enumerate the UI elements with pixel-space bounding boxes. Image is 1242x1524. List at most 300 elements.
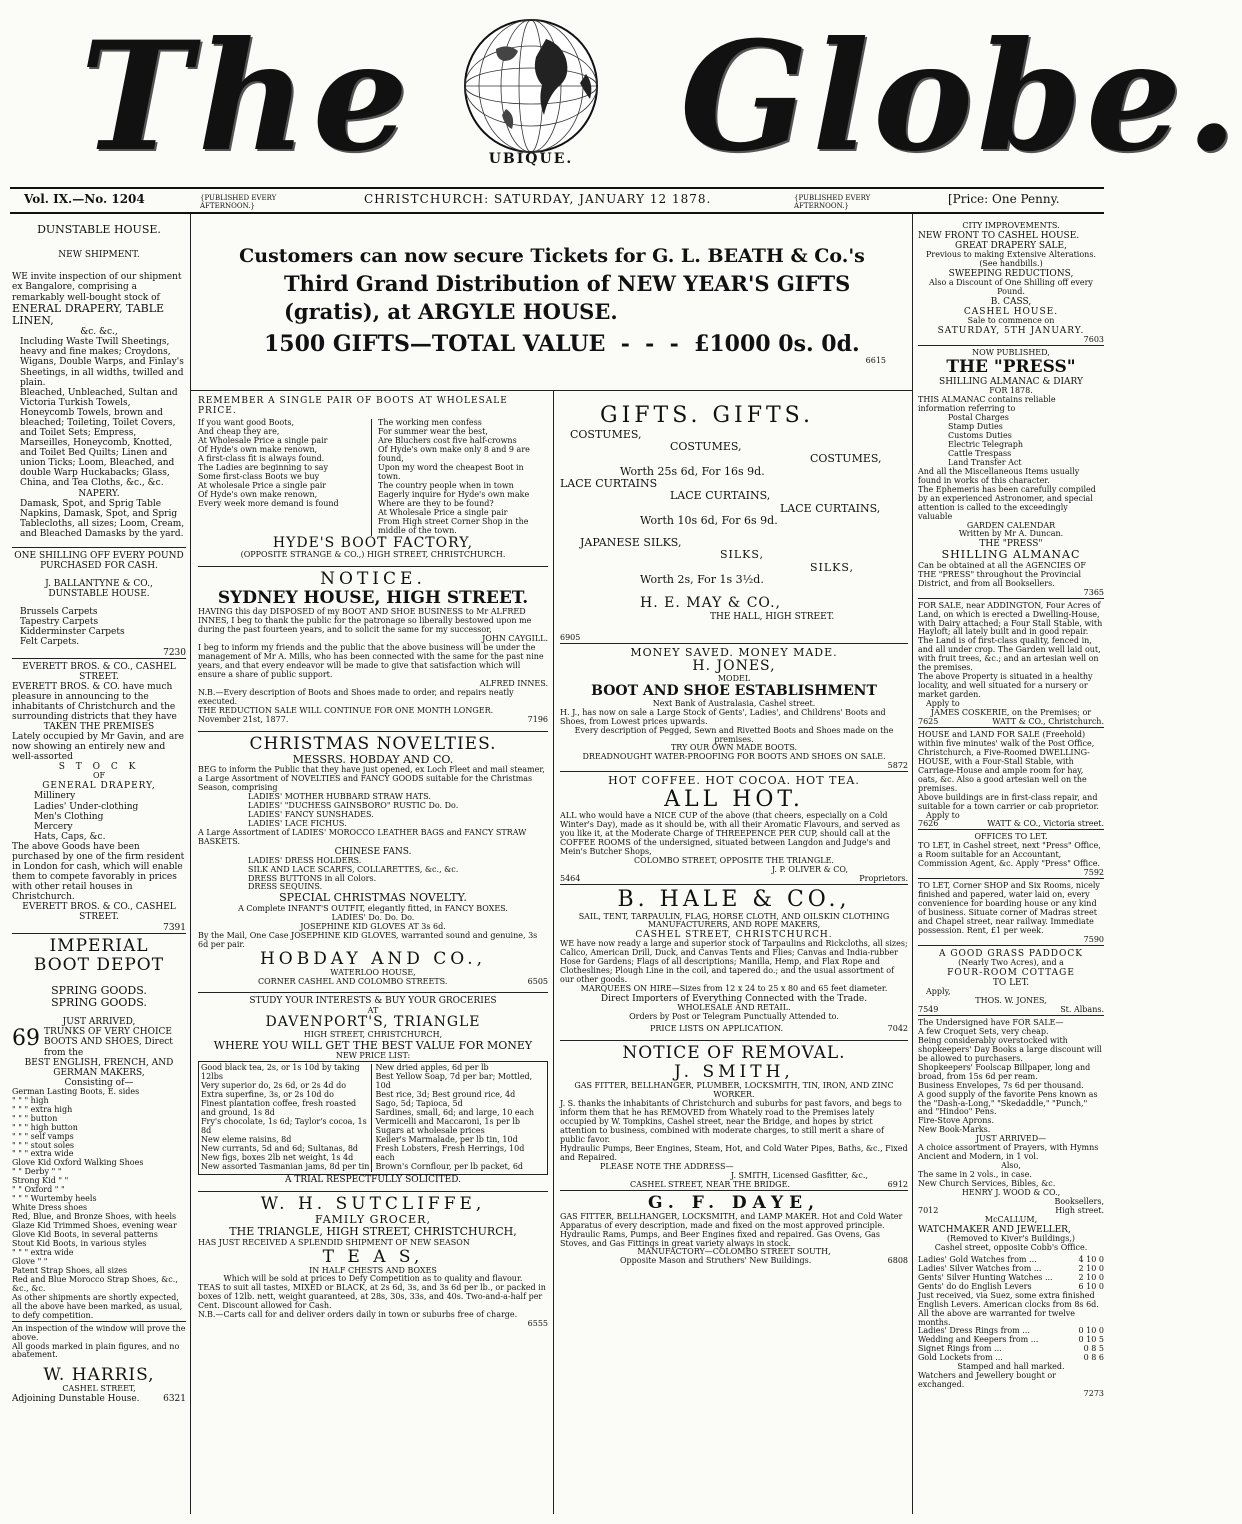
gifts-worth-2: Worth 10s 6d, For 6s 9d. xyxy=(640,513,778,527)
boot-item: " " Derby " " xyxy=(12,1167,62,1177)
boot-item: " " " stout soles xyxy=(12,1140,75,1150)
poem-line: At Wholesale Price a single pair xyxy=(198,436,328,446)
boot-item: German Lasting Boots, E. sides xyxy=(12,1086,140,1096)
pens: A good supply of the favorite Pens known as the "Dash-a-Long," "Skedaddle," "Punch," and "Hindoo" Pens. xyxy=(918,1089,1098,1117)
sutcliffe-chests: IN HALF CHESTS AND BOXES xyxy=(309,1265,437,1275)
poem-line: Of Hyde's own make renown, xyxy=(198,445,318,455)
price: [Price: One Penny. xyxy=(948,192,1060,206)
harris-street: CASHEL STREET, xyxy=(62,1384,136,1394)
aprons: Fire-Stove Aprons. xyxy=(918,1116,995,1126)
everett-sign: EVERETT BROS. & CO., CASHEL STREET. xyxy=(22,902,176,923)
hot-colombo: COLOMBO STREET, OPPOSITE THE TRIANGLE. xyxy=(634,856,834,866)
notice-date: November 21st, 1877. xyxy=(198,714,289,724)
ring-item: Gold Lockets from ... xyxy=(918,1353,1003,1363)
press-misc: And all the Miscellaneous Items usually found in works of this character. xyxy=(918,466,1080,485)
hyde-poem-left xyxy=(198,419,372,535)
ad-number: 7626 xyxy=(918,819,939,829)
price-list-title: NEW PRICE LIST: xyxy=(335,1051,411,1061)
silk-line: SILKS, xyxy=(810,560,855,574)
watch-item: Gents' do do English Levers xyxy=(918,1281,1032,1291)
xmas-ladies: LADIES' Do. Do. Do. xyxy=(331,912,415,922)
great-sale: GREAT DRAPERY SALE, xyxy=(955,241,1067,252)
hale-body: WE have now ready a large and superior stock of Tarpaulins and Rickcloths, all sizes; Calico, American Drill, Duck, and Canvas Tents and Flies; Canvas and India-rubber Hose for Gardens; Flags of all descriptions; Manilla, Hemp, and Flax Rope and Clotheslines; Plough Line in the coil, and tapered do.; and the usual assortment of our other goods. xyxy=(560,939,908,985)
jones-try: TRY OUR OWN MADE BOOTS. xyxy=(670,743,798,753)
also: Also, xyxy=(1001,1161,1021,1171)
hale-footer xyxy=(560,1025,908,1034)
beath-line-1: Customers can now secure Tickets for G. L. BEATH & Co.'s xyxy=(239,245,865,267)
removal-title: NOTICE OF REMOVAL. xyxy=(560,1040,908,1063)
grass-paddock: A GOOD GRASS PADDOCK xyxy=(918,945,1104,959)
hale-direct: Direct Importers of Everything Connected with the Trade. xyxy=(600,994,868,1005)
envelopes: Business Envelopes, 7s 6d per thousand. xyxy=(918,1080,1084,1090)
smith-body: J. S. thanks the inhabitants of Christchurch and suburbs for past favors, and begs to inform them that he has REMOVED from Whately road to the Premises lately occupied by W. Tompkins, Cashel street, near the Bridge, and hopes by strict attention to business, combined with moderate charges, to still merit a share of public favor. xyxy=(560,1099,902,1144)
xmas-infant: A Complete INFANT'S OUTFIT, elegantly fitted, in FANCY BOXES. xyxy=(238,903,508,913)
new-front: NEW FRONT TO CASHEL HOUSE. xyxy=(918,230,1080,241)
invite-text: WE invite inspection of our shipment ex Bangalore, comprising a remarkably well-bought stock of xyxy=(12,272,182,303)
watch-item: Ladies' Gold Watches from ... xyxy=(918,1254,1037,1264)
dateline xyxy=(24,193,1104,209)
watt-footer-2 xyxy=(918,820,1104,829)
ring-item: Ladies' Dress Rings from ... xyxy=(918,1326,1030,1336)
booksellers: Booksellers, xyxy=(1054,1196,1104,1206)
mccallum: McCALLUM, xyxy=(984,1214,1038,1224)
plain-figures-text: All goods marked in plain figures, and no abatement. xyxy=(12,1341,180,1360)
masthead-motto: UBIQUE. xyxy=(488,151,574,167)
press-title: THE "PRESS" xyxy=(946,357,1076,378)
sutcliffe-address: THE TRIANGLE, HIGH STREET, CHRISTCHURCH, xyxy=(229,1225,517,1239)
drapery-item: Hats, Caps, &c. xyxy=(34,831,106,842)
ad-number: 7273 xyxy=(1083,1389,1104,1399)
croquet: A few Croquet Sets, very cheap. xyxy=(918,1026,1049,1036)
daye-footer xyxy=(560,1257,908,1266)
boot-item: " " " Wurtemby heels xyxy=(12,1194,97,1204)
price-list-left xyxy=(201,1064,372,1171)
price-item: Best rice, 3d; Best ground rice, 4d xyxy=(375,1090,516,1100)
xmas-item: DRESS BUTTONS in all Colors. xyxy=(248,873,377,883)
boot-item: " " " extra wide xyxy=(12,1247,74,1257)
sutcliffe-teas: T E A S, xyxy=(322,1246,424,1267)
discount: Also a Discount of One Shilling off every Pound. xyxy=(929,278,1093,297)
boot-item: " " " extra wide xyxy=(12,1149,74,1159)
waterloo: WATERLOO HOUSE, xyxy=(330,967,416,977)
overstocked: Being considerably overstocked with shopkeepers' Day Books a large discount will be allowed to purchasers. xyxy=(918,1035,1102,1063)
watch-price: 2 10 0 xyxy=(1078,1263,1104,1273)
to-let-1: TO LET, in Cashel street, next "Press" Office, a Room suitable for an Accountant, Commission Agent, &c. Apply "Press" Office. xyxy=(918,841,1101,869)
previous-text: Previous to making Extensive Alterations. (See handbills.) xyxy=(926,250,1096,269)
boot-item: " " " high button xyxy=(12,1122,78,1132)
price-item: Keiler's Marmalade, per lb tin, 10d xyxy=(375,1135,518,1144)
dunstable-house-2: DUNSTABLE HOUSE. xyxy=(48,589,150,600)
xmas-kid: JOSEPHINE KID GLOVES AT 3s 6d. xyxy=(300,921,446,931)
ref-item: Land Transfer Act xyxy=(948,457,1022,467)
poem-line: Where are they to be found? xyxy=(378,498,494,508)
poem-line: Are Bluchers cost five half-crowns xyxy=(378,436,517,446)
jones-dread: DREADNOUGHT WATER-PROOFING FOR BOOTS AND SHOES ON SALE. xyxy=(582,752,886,762)
xmas-title: CHRISTMAS NOVELTIES. xyxy=(198,731,548,754)
ad-number: 7549 xyxy=(918,1004,939,1014)
paddock-acres: (Nearly Two Acres), and a xyxy=(958,957,1064,967)
general-drapery-line: ENERAL DRAPERY, TABLE LINEN, xyxy=(12,301,165,327)
press-almanac: SHILLING ALMANAC & DIARY xyxy=(939,377,1083,388)
ad-number: 7365 xyxy=(1083,587,1104,597)
now-published: NOW PUBLISHED, xyxy=(918,345,1104,358)
lately-text: Lately occupied by Mr Gavin, and are now showing an entirely new and well-assorted xyxy=(12,732,184,763)
ring-item: Wedding and Keepers from ... xyxy=(918,1335,1039,1345)
trunks-number: 69 xyxy=(12,1026,40,1052)
watch-item: Ladies' Silver Watches from ... xyxy=(918,1263,1042,1273)
general-drapery-heading: GENERAL DRAPERY, xyxy=(42,781,156,792)
watch-price: 2 10 0 xyxy=(1078,1272,1104,1282)
ad-number: 6615 xyxy=(865,356,886,365)
consisting: Consisting of— xyxy=(64,1077,134,1088)
price-item: Very superior do, 2s 6d, or 2s 4d do xyxy=(201,1081,347,1091)
boot-item: Red and Blue Morocco Strap Shoes, &c., &c., &c. xyxy=(12,1274,178,1293)
ad-number: 7391 xyxy=(163,922,186,933)
hyde-address: (OPPOSITE STRANGE & CO.,) HIGH STREET, CHRISTCHURCH. xyxy=(240,550,506,560)
price-item: New assorted Tasmanian jams, 8d per tin xyxy=(201,1161,370,1171)
silk-line: SILKS, xyxy=(720,548,765,562)
hyde-poem xyxy=(198,419,548,535)
column-5 xyxy=(918,222,1104,1514)
boot-item: Glove " " xyxy=(12,1256,48,1266)
prayers: A choice assortment of Prayers, with Hymns Ancient and Modern, in 1 vol. xyxy=(918,1143,1099,1162)
price-item: Sago, 5d; Tapioca, 5d xyxy=(375,1099,463,1109)
sale-commence: Sale to commence on xyxy=(967,316,1055,326)
xmas-morocco: A Large Assortment of LADIES' MOROCCO LEATHER BAGS and FANCY STRAW BASKETS. xyxy=(198,827,527,846)
jones-next: Next Bank of Australasia, Cashel street. xyxy=(652,698,816,708)
ad-number: 6905 xyxy=(560,633,581,643)
boot-item: " " " high xyxy=(12,1095,49,1105)
boot-item: White Dress shoes xyxy=(12,1203,88,1213)
xmas-mail: By the Mail, One Case JOSEPHINE KID GLOVES, warranted sound and genuine, 3s 6d per pair. xyxy=(198,930,538,949)
xmas-list-1 xyxy=(198,793,548,829)
masthead xyxy=(0,9,1242,187)
removed: (Removed to Kiver's Buildings,) xyxy=(946,1233,1076,1243)
costume-line: COSTUMES, xyxy=(570,427,642,441)
xmas-item: LADIES' FANCY SUNSHADES. xyxy=(248,809,374,819)
price-item: Fry's chocolate, 1s 6d; Taylor's cocoa, 1s 8d xyxy=(201,1117,367,1136)
hyde-head: REMEMBER A SINGLE PAIR OF BOOTS AT WHOLESALE PRICE. xyxy=(198,396,508,417)
ad-number: 6808 xyxy=(887,1256,908,1266)
addington-land: The Land is of first-class quality, fenced in, and all under crop. The Garden well laid out, with fruit trees, &c.; and an artesian well on the premises. xyxy=(918,636,1101,673)
napery-heading: NAPERY. xyxy=(78,488,120,499)
price-item: Brown's Cornflour, per lb packet, 6d xyxy=(375,1161,524,1171)
carpet-item: Tapestry Carpets xyxy=(20,617,99,628)
carpet-item: Felt Carpets. xyxy=(20,637,80,648)
boot-list xyxy=(12,1088,186,1294)
davenport-where: WHERE YOU WILL GET THE BEST VALUE FOR MONEY xyxy=(213,1039,533,1053)
drapery-item: Men's Clothing xyxy=(34,811,104,822)
stamped: Stamped and hall marked. xyxy=(957,1362,1065,1372)
smith-name: J. SMITH, xyxy=(674,1062,794,1083)
shipments-text: As other shipments are shortly expected, all the above have been marked, as usual, to defy competition. xyxy=(12,1292,183,1320)
harris-footer xyxy=(12,1394,186,1404)
xmas-item: LADIES' "DUCHESS GAINSBORO" RUSTIC Do. Do. xyxy=(248,800,459,810)
same-vols: The same in 2 vols., in case. xyxy=(918,1170,1032,1180)
drapery-item: Millinery xyxy=(34,791,76,802)
price-item: Good black tea, 2s, or 1s 10d by taking 12lbs xyxy=(201,1063,360,1082)
ref-item: Customs Duties xyxy=(948,430,1012,440)
poem-line: Of Hyde's own make renown, xyxy=(198,489,318,499)
bleached-text: Bleached, Unbleached, Sultan and Victoria Turkish Towels, Honeycomb Towels, brown and bleached; Toileting, Toilet Covers, and Toilet Sets; Empress, Marseilles, Honeycomb, Knotted, and Toilet Bed Quilts; Linen and union Ticks; Loom, Bleached, and double Warp Huckabacks; Glass, China, and Tea Cloths, &c., &c. xyxy=(20,387,178,489)
press-ephemeris: The Ephemeris has been carefully compiled by an experienced Astronomer, and special attention is called to the exceedingly valuable xyxy=(918,484,1096,521)
cass-name: B. CASS, xyxy=(990,297,1032,307)
press-refs xyxy=(918,414,1104,468)
albans-footer xyxy=(918,1006,1104,1015)
ring-price: 0 10 5 xyxy=(1078,1335,1104,1345)
xmas-item: LADIES' DRESS HOLDERS. xyxy=(248,855,362,865)
jones-model: MODEL xyxy=(717,674,751,684)
hale-trade: SAIL, TENT, TARPAULIN, FLAG, HORSE CLOTH, AND OILSKIN CLOTHING MANUFACTURERS, AND ROPE MAKERS, xyxy=(578,911,890,930)
price-item: Fresh Lobsters, Fresh Herrings, 10d each xyxy=(375,1143,525,1162)
undersigned: The Undersigned have FOR SALE— xyxy=(918,1015,1104,1028)
price-item: Vermicelli and Maccaroni, 1s per lb xyxy=(375,1117,521,1127)
notice-footer xyxy=(198,716,548,725)
everett-head: EVERETT BROS. & CO., CASHEL STREET. xyxy=(12,658,186,682)
price-item: Best Yellow Soap, 7d per bar; Mottled, 10d xyxy=(375,1072,533,1091)
smith-please: PLEASE NOTE THE ADDRESS— xyxy=(600,1161,734,1171)
etc-line: &c. &c., xyxy=(80,327,118,338)
gifts-title: GIFTS. GIFTS. xyxy=(600,403,814,428)
boot-item: Stout Kid Boots, in various styles xyxy=(12,1239,147,1249)
poem-line: The country people when in town xyxy=(378,480,514,490)
hale-street: CASHEL STREET, CHRISTCHURCH. xyxy=(635,930,833,941)
notice-title: NOTICE. xyxy=(198,566,548,589)
city-improvements: CITY IMPROVEMENTS. xyxy=(962,221,1060,230)
hot-head: HOT COFFEE. HOT COCOA. HOT TEA. xyxy=(560,771,908,787)
masthead-title-left: The xyxy=(80,9,415,185)
bookmarks: New Book-Marks. xyxy=(918,1125,991,1135)
hot-body: ALL who would have a NICE CUP of the above (that cheers, especially on a Cold Winter's Day), made as it should be, with all their Aromatic Flavours, and served as you like it, at the Moderate Charge of THREEPENCE PER CUP, should call at the COFFEE ROOMS of the undersigned, situated between Langdon and Judge's and Mein's Butcher Shops, xyxy=(560,811,900,857)
ad-number: 7625 xyxy=(918,717,939,726)
published-left: {PUBLISHED EVERY AFTERNOON.} xyxy=(200,194,277,210)
beath-line-2: Third Grand Distribution of NEW YEAR'S GIFTS xyxy=(284,271,851,296)
just-arrived-5: JUST ARRIVED— xyxy=(975,1134,1047,1144)
ring-price: 0 8 6 xyxy=(1083,1353,1104,1363)
davenport-study: STUDY YOUR INTERESTS & BUY YOUR GROCERIES xyxy=(198,992,548,1006)
boot-item: " " " self vamps xyxy=(12,1131,74,1141)
column-3 xyxy=(560,404,908,1514)
xmas-item: LADIES' MOTHER HUBBARD STRAW HATS. xyxy=(248,791,431,801)
inspection-text: An inspection of the window will prove the above. xyxy=(12,1321,186,1343)
just-arrived: JUST ARRIVED, xyxy=(62,1017,136,1028)
ad-number: 7230 xyxy=(163,647,186,658)
boot-depot-heading: BOOT DEPOT xyxy=(33,954,165,975)
spring-goods-1: SPRING GOODS. xyxy=(51,983,147,997)
trunks-text: TRUNKS OF VERY CHOICE BOOTS AND SHOES, Direct from the xyxy=(44,1027,173,1058)
ad-number: 7196 xyxy=(527,714,548,724)
imperial-heading: IMPERIAL xyxy=(12,933,186,956)
poem-line: At wholesale Price a single pair xyxy=(198,480,327,490)
to-let-3: TO LET. xyxy=(992,977,1030,988)
press-this: THIS ALMANAC contains reliable information referring to xyxy=(918,395,1056,414)
xmas-body: BEG to inform the Public that they have just opened, ex Loch Fleet and mail steamer, a Large Assortment of NOVELTIES and FANCY GOODS suitable for the Christmas Season, comprising xyxy=(198,764,545,792)
price-item: Extra superfine, 3s, or 2s 10d do xyxy=(201,1090,334,1100)
notice-body: HAVING this day DISPOSED of my BOOT AND SHOE BUSINESS to Mr ALFRED INNES, I beg to thank the public for the patronage so liberally bestowed upon me during the past fourteen years, and to solicit the same for my successor, xyxy=(198,607,532,635)
new-shipment: NEW SHIPMENT. xyxy=(58,250,140,261)
oliver: J. P. OLIVER & CO, xyxy=(771,864,848,874)
sutcliffe-nb: N.B.—Carts call for and deliver orders daily in town or suburbs free of charge. xyxy=(198,1310,518,1320)
price-item: New dried apples, 6d per lb xyxy=(375,1063,489,1073)
poem-line: The Ladies are beginning to say xyxy=(198,462,328,472)
carpet-item: Brussels Carpets xyxy=(20,607,98,618)
ad-number: 7012 xyxy=(918,1205,939,1215)
watch-prices xyxy=(918,1256,1104,1292)
jones-saved: MONEY SAVED. MONEY MADE. xyxy=(560,643,908,659)
column-2 xyxy=(198,396,548,1514)
xmas-item: DRESS SEQUINS. xyxy=(248,882,323,892)
poem-line: Every week more demand is found xyxy=(198,498,339,508)
ad-number: 6505 xyxy=(527,976,548,986)
hyde-poem-right xyxy=(378,419,548,535)
costume-line: COSTUMES, xyxy=(670,439,742,453)
price-item: New eleme raisins, 8d xyxy=(201,1135,292,1144)
high-street: High street. xyxy=(1055,1205,1104,1215)
apply-3: Apply, xyxy=(926,987,951,997)
ad-number: 5464 xyxy=(560,873,581,883)
shilling-off: ONE SHILLING OFF EVERY POUND PURCHASED FOR CASH. xyxy=(12,547,186,571)
ad-number: 6321 xyxy=(163,1394,186,1405)
watchmaker: WATCHMAKER AND JEWELLER, xyxy=(918,1224,1071,1235)
beath-advert xyxy=(196,224,908,384)
sutcliffe-family: FAMILY GROCER, xyxy=(315,1212,431,1226)
poem-line: At Wholesale Price a single pair xyxy=(378,507,508,517)
lace-line: LACE CURTAINS xyxy=(560,476,658,490)
all-hot: ALL HOT. xyxy=(664,786,804,812)
boot-item: Glove Kid Boots, in several patterns xyxy=(12,1230,158,1240)
notice-body-2: I beg to inform my friends and the public that the above business will be under the management of Mr A. Mills, who has been connected with the same for the past nine years, and that every endeavor will be made to give that satisfaction which will ensure a share of public support. xyxy=(198,643,544,679)
thos-jones: THOS. W. JONES, xyxy=(975,996,1047,1006)
buildings: Above buildings are in first-class repair, and suitable for a town carrier or cab proprietor. xyxy=(918,792,1099,811)
xmas-messrs: MESSRS. HOBDAY AND CO. xyxy=(292,752,454,766)
apply-1: Apply to xyxy=(926,699,960,709)
adjoining: Adjoining Dunstable House. xyxy=(12,1394,140,1405)
davenport-at: AT xyxy=(367,1005,379,1015)
addington-sale: FOR SALE, near ADDINGTON, Four Acres of Land, on which is erected a Dwelling-House, with Dairy attached; a Four Stall Stable, with Hayloft; all lately built and in good repair. xyxy=(918,598,1104,638)
price-list xyxy=(198,1061,548,1174)
jones-every: Every description of Pegged, Sewn and Rivetted Boots and Shoes made on the premises. xyxy=(574,725,894,744)
just-received: Just received, via Suez, some extra finished English Levers. American clocks from 8s 6d. All the above are warranted for twelve months. xyxy=(918,1290,1099,1327)
including-text: Including Waste Twill Sheetings, heavy and fine makes; Croydons, Wigans, Double Warps, and Finlay's Sheetings, in all widths, twilled and plain. xyxy=(20,337,184,388)
dunstable-title: DUNSTABLE HOUSE. xyxy=(37,223,161,236)
proprietors: Proprietors. xyxy=(859,873,908,883)
sutcliffe-body: HAS JUST RECEIVED A SPLENDID SHIPMENT OF NEW SEASON xyxy=(198,1237,470,1247)
cottage: FOUR-ROOM COTTAGE xyxy=(947,967,1075,978)
costume-line: COSTUMES, xyxy=(810,452,882,466)
beath-line-4: 1500 GIFTS—TOTAL VALUE - - - £1000 0s. 0d. xyxy=(264,331,860,357)
offices-to-let: OFFICES TO LET. xyxy=(918,829,1104,842)
notice-nb: N.B.—Every description of Boots and Shoes made to order, and repairs neatly executed. xyxy=(198,687,514,706)
ballantyne: J. BALLANTYNE & CO., xyxy=(45,579,153,590)
poem-line: Upon my word the cheapest Boot in town. xyxy=(378,462,524,481)
place-date: CHRISTCHURCH: SATURDAY, JANUARY 12 1878. xyxy=(364,192,712,206)
davenport-street: HIGH STREET, CHRISTCHURCH, xyxy=(303,1030,443,1040)
spring-goods-2: SPRING GOODS. xyxy=(51,995,147,1009)
poem-line: A first-class fit is always found. xyxy=(198,453,325,463)
sweeping: SWEEPING REDUCTIONS, xyxy=(948,269,1074,280)
sale-date: SATURDAY, 5TH JANUARY. xyxy=(937,326,1085,337)
notice-sign-1: JOHN CAYGILL. xyxy=(482,634,548,644)
hyde-factory: HYDE'S BOOT FACTORY, xyxy=(272,534,474,551)
house-land: HOUSE and LAND FOR SALE (Freehold) within five minutes' walk of the Post Office, Christchurch, a Five-Roomed DWELLING-HOUSE, with a Four-Stall Stable, with Carriage-House and ample room for hay, oats, &c. Also a good artesian well on the premises. xyxy=(918,727,1104,794)
boot-item: Glove Kid Oxford Walking Shoes xyxy=(12,1158,144,1168)
ring-item: Signet Rings from ... xyxy=(918,1344,1002,1354)
poem-line: And cheap they are, xyxy=(198,427,280,437)
ring-prices xyxy=(918,1327,1104,1363)
addington-property: The above Property is situated in a healthy locality, and well situated for a nursery or market garden. xyxy=(918,672,1093,700)
poem-line: Eagerly inquire for Hyde's own make xyxy=(378,489,530,499)
jones-body: H. J., has now on sale a Large Stock of Gents', Ladies', and Childrens' Boots and Shoes, from Lowest prices upwards. xyxy=(560,707,886,726)
sutcliffe-teas-2: TEAS to suit all tastes, MIXED or BLACK, at 2s 6d, 3s, and 3s 6d per lb., or packed in boxes of 12lb. nett, weight guaranteed, at 28s, 30s, 33s, and 40s. Two-and-a-half per Cent. Discount allowed for Cash. xyxy=(198,1283,546,1311)
masthead-title-right: Globe. xyxy=(680,9,1242,185)
price-item: Sardines, small, 6d; and large, 10 each xyxy=(375,1108,534,1118)
carpet-list xyxy=(12,607,186,647)
cashel-house: CASHEL HOUSE. xyxy=(963,307,1059,318)
jones-boot: BOOT AND SHOE ESTABLISHMENT xyxy=(591,683,877,700)
poem-line: Some first-class Boots we buy xyxy=(198,471,320,481)
exchanged: Watchers and Jewellery bought or exchanged. xyxy=(918,1371,1056,1390)
hale-name: B. HALE & CO., xyxy=(560,884,908,913)
hot-footer xyxy=(560,875,908,884)
smith-footer xyxy=(560,1181,908,1190)
notice-sale: THE REDUCTION SALE WILL CONTINUE FOR ONE MONTH LONGER. xyxy=(198,705,494,715)
published-right: {PUBLISHED EVERY AFTERNOON.} xyxy=(794,194,871,210)
hale-orders: Orders by Post or Telegram Punctually Attended to. xyxy=(629,1012,839,1022)
trunks-block xyxy=(12,1027,186,1057)
ring-price: 0 8 5 xyxy=(1083,1344,1104,1354)
drapery-item: Mercery xyxy=(34,821,73,832)
ad-number: 7592 xyxy=(1083,868,1104,878)
st-albans: St. Albans. xyxy=(1060,1004,1104,1014)
may-hall: THE HALL, HIGH STREET. xyxy=(710,612,835,623)
lace-line: LACE CURTAINS, xyxy=(670,489,771,503)
press-title-2: THE "PRESS" xyxy=(979,539,1043,550)
daye-opposite: Opposite Mason and Struthers' New Buildings. xyxy=(620,1256,812,1266)
price-item: New currants, 5d and 6d; Sultanas, 8d xyxy=(201,1143,359,1153)
ad-number: 6555 xyxy=(527,1319,548,1329)
column-1 xyxy=(12,224,186,1514)
drapery-items xyxy=(12,791,186,841)
may-name: H. E. MAY & CO., xyxy=(640,595,781,612)
ref-item: Cattle Trespass xyxy=(948,448,1012,458)
ref-item: Stamp Duties xyxy=(948,422,1003,432)
duncan: Written by Mr A. Duncan. xyxy=(958,529,1064,539)
shilling-almanac: SHILLING ALMANAC xyxy=(941,548,1081,562)
volume: Vol. IX.—No. 1204 xyxy=(24,192,145,206)
to-let-2: TO LET, Corner SHOP and Six Rooms, nicely finished and papered, water laid on, every convenience for boarding house or any kind of business. Situate corner of Madras street and Chapel street, near railway. Immediate possession. Rent, £1 per week. xyxy=(918,878,1104,936)
smith-street: CASHEL STREET, NEAR THE BRIDGE. xyxy=(630,1179,790,1189)
hale-marquees: MARQUEES ON HIRE—Sizes from 12 x 24 to 25 x 80 and 65 feet diameter. xyxy=(580,984,888,994)
xmas-fans: CHINESE FANS. xyxy=(334,846,412,857)
harris-name: W. HARRIS, xyxy=(43,1365,155,1386)
sutcliffe-sold: Which will be sold at prices to Defy Competition as to quality and flavour. xyxy=(223,1274,523,1284)
ad-number: 7042 xyxy=(887,1024,908,1034)
carpet-item: Kidderminster Carpets xyxy=(20,627,125,638)
ad-number: 5872 xyxy=(887,761,908,771)
church-services: New Church Services, Bibles, &c. xyxy=(918,1179,1056,1189)
hobday-name: HOBDAY AND CO., xyxy=(259,948,487,969)
gifts-worth-3: Worth 2s, For 1s 3½d. xyxy=(640,573,764,587)
garden-calendar: GARDEN CALENDAR xyxy=(966,520,1056,530)
smith-sign: J. SMITH, Licensed Gasfitter, &c., xyxy=(730,1170,868,1180)
silk-line: JAPANESE SILKS, xyxy=(580,536,682,550)
stock-heading: S T O C K xyxy=(58,762,140,773)
beath-line-3: (gratis), at ARGYLE HOUSE. xyxy=(284,299,618,324)
boot-item: " " " button xyxy=(12,1113,58,1123)
lace-line: LACE CURTAINS, xyxy=(780,501,881,515)
boot-item: Patent Strap Shoes, all sizes xyxy=(12,1265,128,1275)
poem-line: From High street Corner Shop in the middle of the town. xyxy=(378,516,529,535)
